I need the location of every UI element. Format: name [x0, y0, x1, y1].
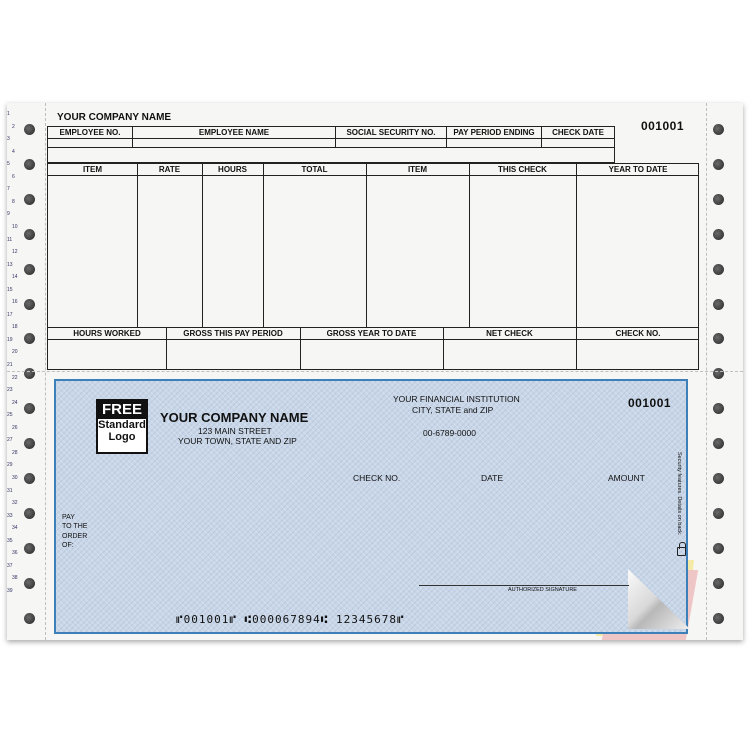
right-feed-hole — [713, 299, 724, 310]
grid-divider — [263, 164, 264, 327]
totals-row — [47, 327, 699, 370]
right-feed-hole — [713, 578, 724, 589]
line-number: 8 — [12, 198, 15, 205]
line-number: 16 — [12, 299, 18, 306]
field-label: SOCIAL SECURITY NO. — [346, 128, 436, 137]
right-feed-hole — [713, 508, 724, 519]
col-item: ITEM — [82, 165, 103, 174]
right-feed-hole — [713, 264, 724, 275]
hours-worked-label: HOURS WORKED — [73, 329, 141, 338]
line-number: 10 — [12, 223, 18, 230]
left-feed-hole — [24, 229, 35, 240]
grid-divider — [469, 164, 470, 327]
routing-fraction: 00-6789-0000 — [423, 428, 476, 438]
logo-text-line1: Standard — [98, 419, 146, 431]
line-number: 20 — [12, 349, 18, 356]
authorized-signature-label: AUTHORIZED SIGNATURE — [508, 587, 577, 593]
line-number: 33 — [7, 512, 13, 519]
bank-city: CITY, STATE and ZIP — [412, 405, 494, 415]
line-number: 3 — [7, 136, 10, 143]
line-number: 39 — [7, 587, 13, 594]
stub-company-name: YOUR COMPANY NAME — [57, 112, 172, 123]
micr-line: ⑈001001⑈ ⑆000067894⑆ 12345678⑈ — [176, 613, 405, 626]
grid-divider — [202, 164, 203, 327]
col-year-to-date: YEAR TO DATE — [608, 165, 668, 174]
stub-check-number: 001001 — [640, 119, 684, 133]
line-number: 14 — [12, 274, 18, 281]
gross-ytd-label: GROSS YEAR TO DATE — [326, 329, 417, 338]
line-number: 1 — [7, 111, 10, 117]
line-number: 24 — [12, 399, 18, 406]
date-caption: DATE — [481, 473, 504, 483]
totals-header-line — [48, 339, 698, 340]
check-no-caption: CHECK NO. — [353, 473, 401, 483]
line-number: 25 — [7, 412, 13, 419]
line-number: 23 — [7, 387, 13, 394]
grid-divider — [137, 164, 138, 327]
amount-caption: AMOUNT — [608, 473, 645, 483]
field-label: PAY PERIOD ENDING — [453, 128, 535, 137]
right-feed-hole — [713, 159, 724, 170]
field-label: EMPLOYEE NO. — [59, 128, 121, 137]
col-hours: HOURS — [218, 165, 247, 174]
line-number: 5 — [7, 161, 10, 168]
left-feed-hole — [24, 578, 35, 589]
line-number: 38 — [12, 575, 18, 582]
line-number: 17 — [7, 311, 13, 318]
line-number: 13 — [7, 261, 13, 268]
pay-label-line2: TO THE — [62, 523, 88, 530]
payroll-stub — [47, 112, 699, 370]
right-feed-hole — [713, 543, 724, 554]
line-number: 34 — [12, 525, 18, 532]
stub-check-perforation — [7, 371, 743, 372]
pay-label-line3: ORDER — [62, 533, 88, 540]
line-number: 6 — [12, 173, 15, 180]
pay-label-line4: OF: — [62, 542, 74, 549]
line-number: 21 — [7, 362, 13, 368]
line-number: 4 — [12, 148, 15, 155]
net-check-label: NET CHECK — [486, 329, 533, 338]
grid-divider — [366, 164, 367, 327]
right-feed-hole — [713, 124, 724, 135]
header-values-row — [47, 138, 615, 163]
company-address-line2: YOUR TOWN, STATE AND ZIP — [178, 436, 297, 446]
right-feed-hole — [713, 473, 724, 484]
padlock-icon — [677, 547, 686, 556]
check-face — [54, 379, 688, 634]
line-number: 27 — [7, 437, 13, 444]
left-feed-hole — [24, 613, 35, 624]
right-feed-hole — [713, 194, 724, 205]
line-number: 36 — [12, 550, 18, 557]
company-logo-placeholder — [96, 399, 148, 454]
signature-line — [419, 585, 629, 586]
field-label: EMPLOYEE NAME — [198, 128, 270, 137]
left-feed-hole — [24, 194, 35, 205]
line-number: 9 — [7, 211, 10, 218]
pay-label-line1: PAY — [62, 514, 75, 521]
right-feed-hole — [713, 229, 724, 240]
security-features-note: Security features. Details on back. — [676, 452, 682, 536]
line-number: 35 — [7, 537, 13, 544]
left-feed-hole — [24, 264, 35, 275]
company-address-line1: 123 MAIN STREET — [198, 426, 272, 436]
col-item-2: ITEM — [407, 165, 428, 174]
line-number: 32 — [12, 500, 18, 507]
gross-this-period-label: GROSS THIS PAY PERIOD — [183, 329, 283, 338]
line-number: 2 — [12, 123, 15, 130]
left-feed-hole — [24, 508, 35, 519]
check-no-label: CHECK NO. — [615, 329, 661, 338]
line-number: 28 — [12, 449, 18, 456]
line-number: 19 — [7, 336, 13, 343]
line-number: 29 — [7, 462, 13, 469]
line-number: 31 — [7, 487, 13, 494]
line-number: 30 — [12, 474, 18, 481]
logo-text-line2: Logo — [108, 431, 136, 443]
field-label: CHECK DATE — [552, 128, 604, 137]
line-number: 22 — [12, 374, 18, 381]
line-number: 15 — [7, 286, 13, 293]
left-feed-hole — [24, 543, 35, 554]
line-number: 12 — [12, 249, 18, 256]
grid-header-line — [48, 175, 698, 176]
logo-free-label: FREE — [98, 401, 146, 419]
left-feed-hole — [24, 299, 35, 310]
line-number: 37 — [7, 562, 13, 569]
line-number: 7 — [7, 186, 10, 193]
right-feed-hole — [713, 613, 724, 624]
bank-name: YOUR FINANCIAL INSTITUTION — [393, 394, 520, 404]
line-number: 11 — [7, 236, 13, 243]
left-feed-hole — [24, 473, 35, 484]
earnings-deductions-grid — [47, 163, 699, 328]
line-number: 26 — [12, 424, 18, 431]
col-rate: RATE — [158, 165, 181, 174]
col-total: TOTAL — [301, 165, 328, 174]
grid-divider — [576, 164, 577, 327]
left-feed-hole — [24, 124, 35, 135]
left-feed-hole — [24, 159, 35, 170]
check-number: 001001 — [628, 396, 672, 410]
line-number: 18 — [12, 324, 18, 331]
col-this-check: THIS CHECK — [498, 165, 547, 174]
check-company-name: YOUR COMPANY NAME — [160, 410, 309, 425]
